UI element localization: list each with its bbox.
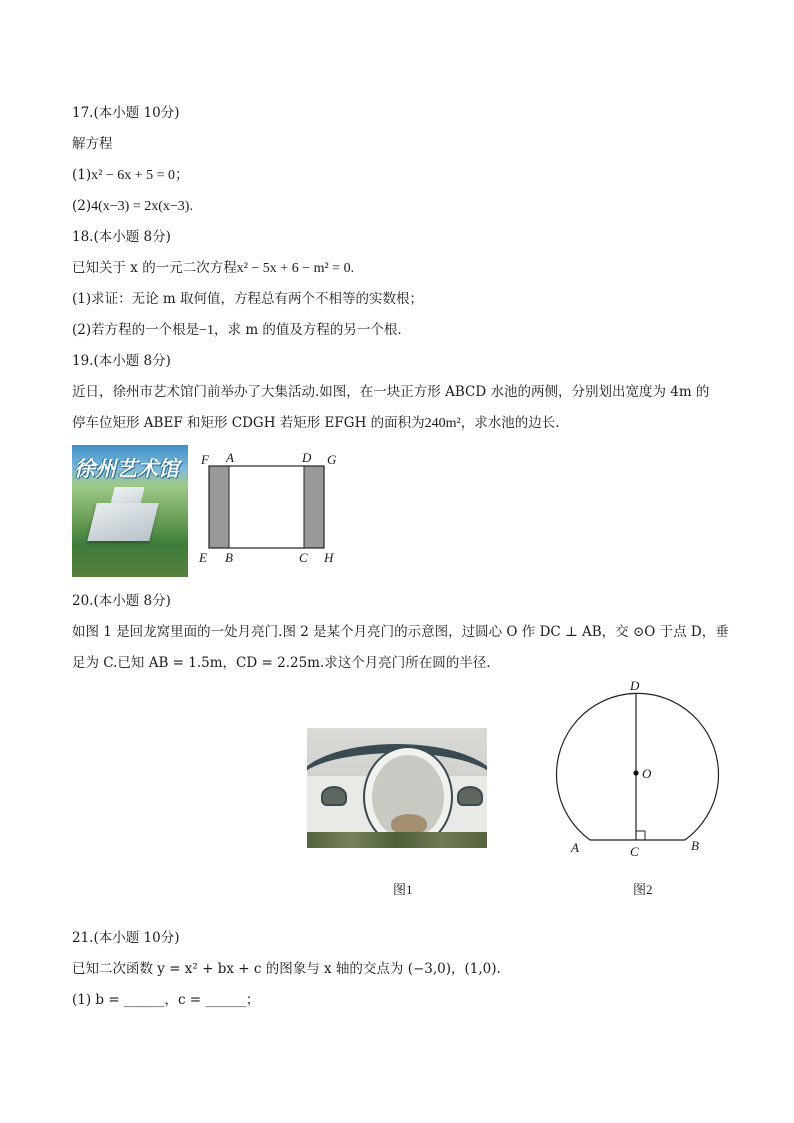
- q17-part1: [72, 166, 189, 185]
- q18-heading: 18.(本小题 8分): [72, 229, 171, 245]
- label-a: A: [226, 450, 234, 465]
- hedge: [307, 832, 487, 848]
- q19-heading: 19.(本小题 8分): [72, 353, 171, 369]
- q19-area: 240m²: [424, 416, 461, 431]
- q18-stem: [72, 259, 354, 278]
- label-a: A: [571, 840, 579, 855]
- q18-part2: [72, 321, 402, 340]
- q17-part1-equation: x² − 6x + 5 = 0；: [91, 168, 190, 183]
- label-b: B: [225, 550, 233, 565]
- label-b: B: [691, 838, 699, 853]
- parking-space-cdgh: [304, 466, 324, 548]
- moon-gate-photo: [307, 728, 487, 848]
- label-c: C: [630, 844, 639, 859]
- q17-prompt: 解方程: [72, 136, 113, 152]
- q17-part1-label: (1): [72, 167, 92, 183]
- q18-part1: (1)求证：无论 m 取何值，方程总有两个不相等的实数根；: [72, 291, 424, 307]
- q18-stem-text: 已知关于 x 的一元二次方程: [72, 260, 237, 276]
- figure1-caption: 图1: [393, 882, 413, 897]
- label-e: E: [199, 550, 207, 565]
- q18-stem-equation: x² − 5x + 6 − m² = 0.: [236, 261, 355, 276]
- window-right: [457, 786, 483, 806]
- label-d: D: [302, 450, 312, 465]
- center-point-o: [633, 770, 638, 775]
- q19-line1: 近日，徐州市艺术馆门前举办了大集活动.如图，在一块正方形 ABCD 水池的两侧，分别划出宽度为 4m 的: [72, 384, 710, 400]
- parking-space-abef: [209, 466, 229, 548]
- q19-line2: [72, 414, 560, 433]
- garden-rock: [391, 814, 427, 834]
- q17-part2-label: (2): [72, 198, 92, 214]
- moon-gate-diagram: [550, 676, 730, 866]
- q17-heading: 17.(本小题 10分): [72, 105, 180, 121]
- window-left: [321, 786, 347, 806]
- q18-part2-text-b: ，求 m 的值及方程的另一个根.: [214, 322, 402, 338]
- q17-part2-equation: 4(x−3) = 2x(x−3).: [91, 199, 193, 214]
- label-d: D: [630, 678, 640, 693]
- q18-part2-text-a: (2)若方程的一个根是: [72, 322, 200, 338]
- parking-diagram: [195, 448, 345, 572]
- q18-part2-root: −1: [199, 323, 215, 338]
- q21-part1: (1) b = ______，c = ______；: [72, 992, 260, 1008]
- q21-heading: 21.(本小题 10分): [72, 930, 180, 946]
- figure2-caption: 图2: [633, 882, 653, 897]
- q17-part2: [72, 197, 193, 216]
- q20-line2: 足为 C.已知 AB = 1.5m，CD = 2.25m.求这个月亮门所在圆的半径.: [72, 655, 491, 671]
- right-angle-mark: [636, 831, 645, 840]
- label-g: G: [327, 452, 337, 467]
- building: [87, 503, 158, 541]
- gate-arc: [557, 693, 719, 840]
- q20-line1: 如图 1 是回龙窝里面的一处月亮门.图 2 是某个月亮门的示意图，过圆心 O 作 DC ⊥ AB，交 ⊙O 于点 D，垂: [72, 624, 729, 640]
- q19-line2-text-a: 停车位矩形 ABEF 和矩形 CDGH 若矩形 EFGH 的面积为: [72, 415, 425, 431]
- label-o: O: [642, 766, 652, 781]
- label-c: C: [299, 550, 308, 565]
- q19-line2-text-b: ，求水池的边长.: [460, 415, 560, 431]
- label-f: F: [201, 452, 209, 467]
- q20-heading: 20.(本小题 8分): [72, 593, 171, 609]
- art-museum-photo-title: 徐州艺术馆: [74, 457, 179, 481]
- label-h: H: [324, 550, 334, 565]
- q21-stem: 已知二次函数 y = x² + bx + c 的图象与 x 轴的交点为 (−3,0)，(1,0).: [72, 961, 501, 977]
- art-museum-photo: [72, 445, 188, 577]
